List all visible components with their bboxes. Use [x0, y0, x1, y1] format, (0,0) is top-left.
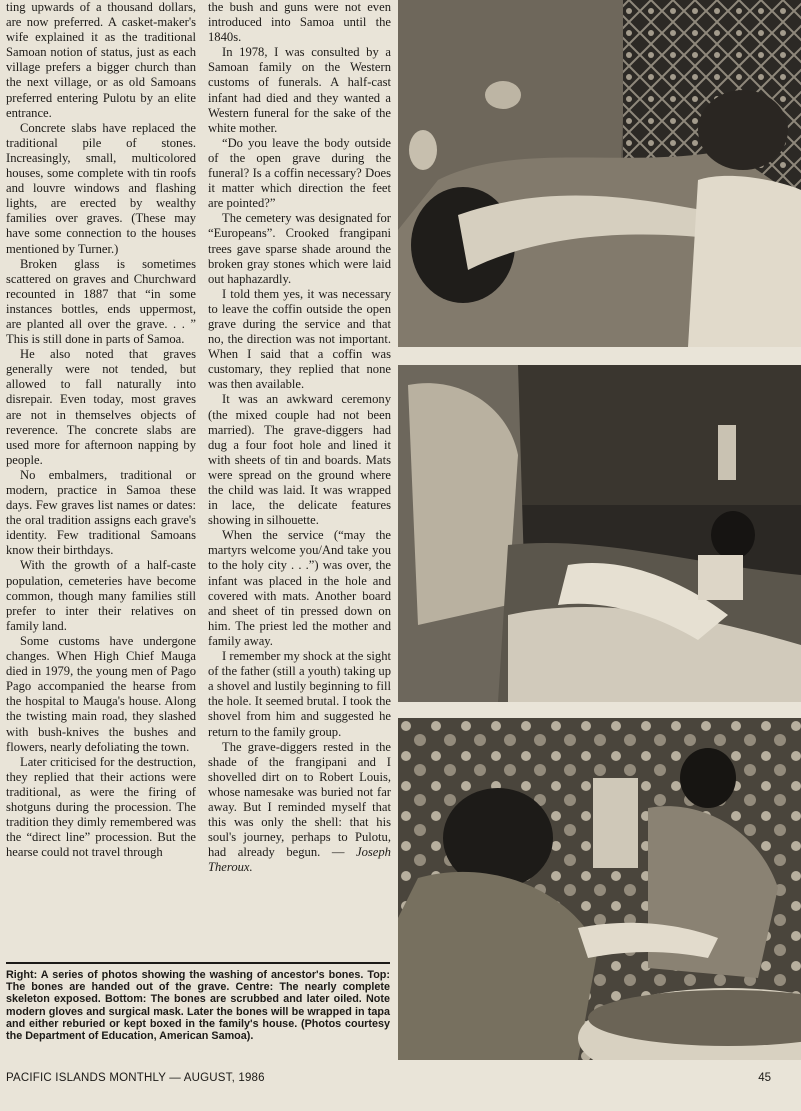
photo-caption: Right: A series of photos showing the washing of ancestor's bones. Top: The bones are handed out of the grave. Centre: The nearly complete skeleton exposed. Bottom: The bones are scrubbed and later oiled. Note modern gloves and surgical mask. Later the bones will be wrapped in tapa and either reburied or kept boxed in the family's house. (Photos courtesy the Department of Education, American Samoa).: [6, 962, 390, 1042]
paragraph: He also noted that graves generally were not tended, but allowed to fall naturally into disrepair. Even today, most graves are not in themselves objects of reverence. The concrete slabs are used more for afternoon napping by people.: [6, 347, 196, 467]
paragraph: the bush and guns were not even introduced into Samoa until the 1840s.: [208, 0, 391, 45]
photo-skeleton-exposed: [398, 365, 801, 702]
paragraph: The cemetery was designated for “Europeans”. Crooked frangipani trees gave sparse shade around the broken gray stones which were laid out haphazardly.: [208, 211, 391, 286]
photo-bones-scrubbed: [398, 718, 801, 1060]
paragraph: When the service (“may the martyrs welcome you/And take you to the holy city . . .”) was over, the infant was placed in the hole and covered with mats. Another board and sheet of tin pressed down on him. The priest led the mother and family away.: [208, 528, 391, 648]
photo-bones-handed-out: [398, 0, 801, 347]
footer-publication: PACIFIC ISLANDS MONTHLY — AUGUST, 1986: [6, 1072, 265, 1084]
article-column-1: [6, 0, 196, 860]
paragraph: I remember my shock at the sight of the father (still a youth) taking up a shovel and lustily beginning to fill the hole. It seemed brutal. I took the shovel from him and suggested he return to the family group.: [208, 649, 391, 739]
paragraph: Concrete slabs have replaced the traditional pile of stones. Increasingly, small, multicolored houses, some complete with tin roofs and louvre windows and flashing lights, are erected by wealthy families over graves. (These may have some connection to the houses mentioned by Turner.): [6, 120, 196, 256]
paragraph: Later criticised for the destruction, they replied that their actions were traditional, as were the firing of shotguns during the procession. The tradition they dimly remembered was the “direct line” procession. But the hearse could not travel through: [6, 754, 196, 860]
paragraph: In 1978, I was consulted by a Samoan family on the Western customs of funerals. A half-cast infant had died and they wanted a Western funeral for the sake of the white mother.: [208, 45, 391, 135]
paragraph: No embalmers, traditional or modern, practice in Samoa these days. Few graves list names or dates: the oral tradition assigns each grave's identity. Few traditional Samoans know their birthdays.: [6, 467, 196, 558]
paragraph: I told them yes, it was necessary to leave the coffin outside the open grave during the service and that no, the direction was not important. When I said that a coffin was customary, they replied that none was then available.: [208, 286, 391, 392]
paragraph: With the growth of a half-caste population, cemeteries have become common, though many families still prefer to inter their relatives on family land.: [6, 558, 196, 633]
paragraph: It was an awkward ceremony (the mixed couple had not been married). The grave-diggers had dug a four foot hole and lined it with sheets of tin and boards. Mats were spread on the ground where the child was laid. It was wrapped in lace, the delicate features showing in silhouette.: [208, 392, 391, 528]
article-column-2: [208, 0, 391, 875]
paragraph: Broken glass is sometimes scattered on graves and Churchward recounted in 1887 that “in some instances bottles, ends uppermost, are planted all over the grave. . . ” This is still done in parts of Samoa.: [6, 256, 196, 347]
paragraph-text: The grave-diggers rested in the shade of the frangipani and I shovelled dirt on to Robert Louis, whose namesake was buried not far away. But I reminded myself that this was only the shell: that his soul's journey, perhaps to Pulotu, had already begun. —: [208, 739, 391, 860]
paragraph: ting upwards of a thousand dollars, are now preferred. A casket-maker's wife explained it as the traditional Samoan notion of status, just as each village prefers a bigger church than the next village, or as old Samoans preferred entering Pulotu by an elite entrance.: [6, 0, 196, 120]
paragraph: “Do you leave the body outside of the open grave during the funeral? Is a coffin necessary? Does it matter which direction the feet are pointed?”: [208, 135, 391, 211]
paragraph-final: [208, 740, 391, 876]
author-byline: Joseph Theroux.: [208, 845, 391, 875]
paragraph: Some customs have undergone changes. When High Chief Mauga died in 1979, the young men of Pago Pago accompanied the hearse from the hospital to Mauga's house. Along the twisting main road, they slashed with bush-knives the bushes and flowers, nearly defoliating the town.: [6, 633, 196, 754]
page-number: 45: [758, 1072, 771, 1084]
